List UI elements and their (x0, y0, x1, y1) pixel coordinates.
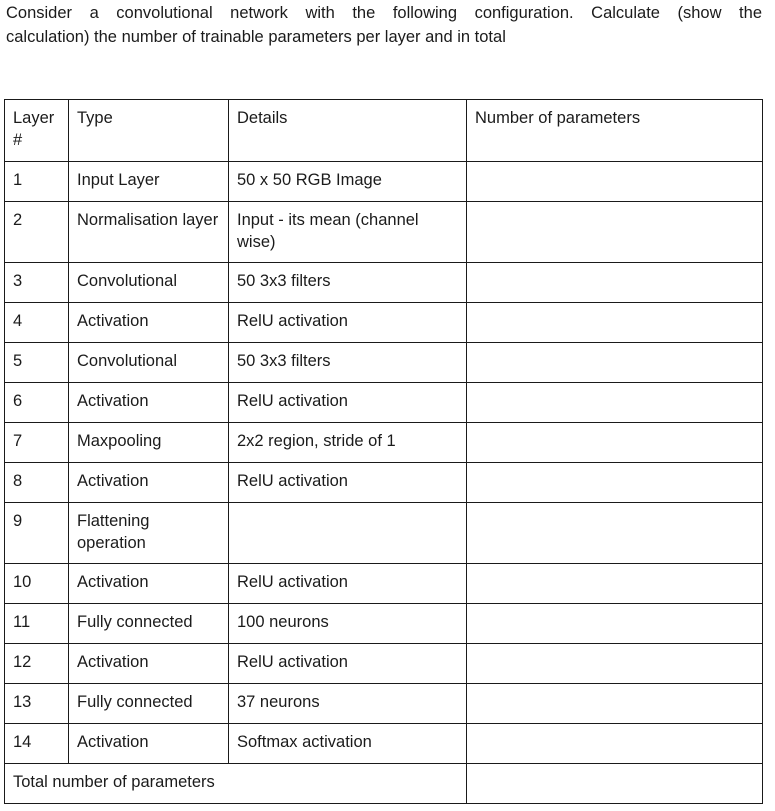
table-row (5, 383, 763, 423)
table-row (5, 343, 763, 383)
table-row (5, 463, 763, 503)
cell-params[interactable] (467, 463, 763, 503)
table-row (5, 564, 763, 604)
cell-details (229, 503, 467, 564)
cell-layer: 2 (5, 202, 69, 263)
cell-layer: 12 (5, 644, 69, 684)
table-header-row (5, 100, 763, 162)
cell-layer: 14 (5, 724, 69, 764)
cell-layer: 1 (5, 162, 69, 202)
cell-details: 50 x 50 RGB Image (229, 162, 467, 202)
cell-params[interactable] (467, 724, 763, 764)
cell-layer: 6 (5, 383, 69, 423)
cell-details: RelU activation (229, 564, 467, 604)
cell-details: 2x2 region, stride of 1 (229, 423, 467, 463)
table-row (5, 303, 763, 343)
cell-params[interactable] (467, 303, 763, 343)
cell-type: Convolutional (69, 263, 229, 303)
cell-type: Input Layer (69, 162, 229, 202)
header-params: Number of parameters (467, 100, 763, 162)
total-label: Total number of parameters (5, 764, 467, 804)
table-row (5, 724, 763, 764)
cell-type: Activation (69, 463, 229, 503)
cell-params[interactable] (467, 383, 763, 423)
header-details: Details (229, 100, 467, 162)
cell-type: Activation (69, 644, 229, 684)
cell-details: Softmax activation (229, 724, 467, 764)
cell-layer: 4 (5, 303, 69, 343)
table-row (5, 503, 763, 564)
cell-params[interactable] (467, 604, 763, 644)
cell-layer: 9 (5, 503, 69, 564)
cell-details: 100 neurons (229, 604, 467, 644)
question-line-2: calculation) the number of trainable parameters per layer and in total (6, 28, 506, 46)
cell-type: Fully connected (69, 684, 229, 724)
question-line-1: Consider a convolutional network with the following configuration. Calculate (show the (6, 4, 762, 22)
cell-layer: 13 (5, 684, 69, 724)
table-row (5, 684, 763, 724)
cell-layer: 7 (5, 423, 69, 463)
cell-type: Activation (69, 383, 229, 423)
cell-details: RelU activation (229, 463, 467, 503)
total-value-cell[interactable] (467, 764, 763, 804)
cell-details: 37 neurons (229, 684, 467, 724)
cell-details: Input - its mean (channel wise) (229, 202, 467, 263)
cell-params[interactable] (467, 684, 763, 724)
cell-details: 50 3x3 filters (229, 343, 467, 383)
cell-type: Maxpooling (69, 423, 229, 463)
header-layer: Layer # (5, 100, 69, 162)
table-row (5, 263, 763, 303)
cell-layer: 11 (5, 604, 69, 644)
total-row (5, 764, 763, 804)
cell-details: RelU activation (229, 644, 467, 684)
cell-params[interactable] (467, 644, 763, 684)
cell-type: Flattening operation (69, 503, 229, 564)
cell-layer: 3 (5, 263, 69, 303)
cell-params[interactable] (467, 343, 763, 383)
layers-table (4, 99, 763, 804)
header-type: Type (69, 100, 229, 162)
cell-params[interactable] (467, 564, 763, 604)
table-row (5, 423, 763, 463)
cell-type: Activation (69, 564, 229, 604)
cell-details: 50 3x3 filters (229, 263, 467, 303)
cell-type: Activation (69, 724, 229, 764)
cell-details: RelU activation (229, 303, 467, 343)
cell-layer: 8 (5, 463, 69, 503)
table-row (5, 162, 763, 202)
cell-type: Fully connected (69, 604, 229, 644)
table-row (5, 202, 763, 263)
table-row (5, 644, 763, 684)
cell-params[interactable] (467, 503, 763, 564)
cell-details: RelU activation (229, 383, 467, 423)
question-text (6, 1, 762, 49)
cell-params[interactable] (467, 162, 763, 202)
cell-params[interactable] (467, 202, 763, 263)
cell-params[interactable] (467, 263, 763, 303)
table-row (5, 604, 763, 644)
cell-params[interactable] (467, 423, 763, 463)
cell-layer: 5 (5, 343, 69, 383)
cell-type: Activation (69, 303, 229, 343)
cell-layer: 10 (5, 564, 69, 604)
cell-type: Normalisation layer (69, 202, 229, 263)
cell-type: Convolutional (69, 343, 229, 383)
